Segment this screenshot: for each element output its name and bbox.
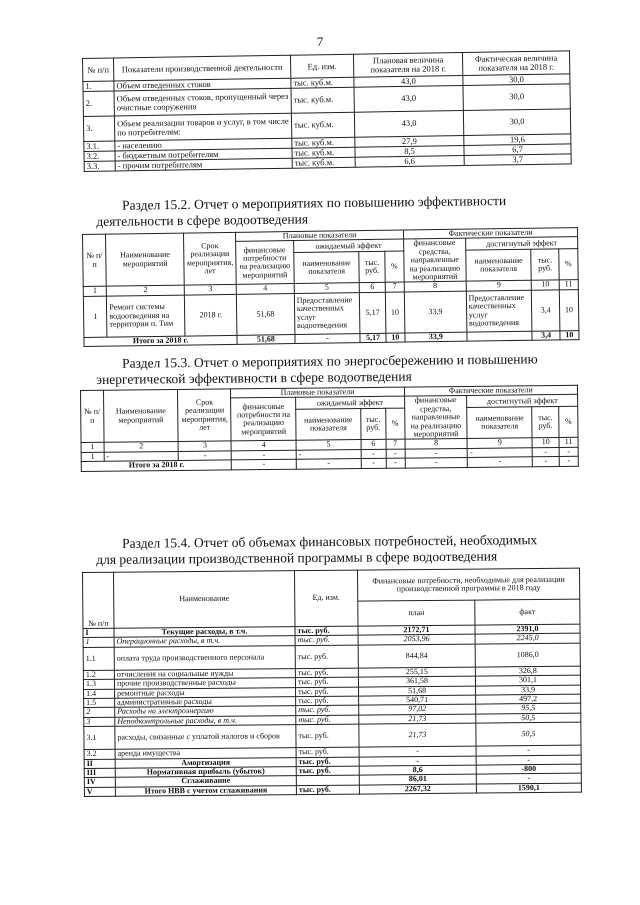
table-cell: тыс. куб.м.: [292, 147, 355, 158]
section-15-4-title: [96, 532, 576, 568]
col-header: Плановые показатели: [236, 230, 404, 242]
table-cell: тыс. куб.м.: [291, 77, 354, 88]
table-cell: 2053,96: [358, 634, 475, 644]
financial-needs-table: [82, 568, 582, 797]
table-cell: -: [232, 450, 297, 460]
efficiency-measures-table: [82, 227, 580, 347]
table-cell: -: [296, 459, 361, 469]
column-number: 11: [559, 438, 578, 448]
col-header: тыс. руб.: [361, 409, 386, 440]
col-header: Фактическая величина показателя на 2018 г.: [462, 51, 569, 76]
table-cell: 10: [385, 292, 405, 333]
col-header: тыс. руб.: [532, 407, 559, 438]
table-cell: -: [468, 448, 533, 458]
table-cell: Неподконтрольные расходы, в т.ч.: [115, 715, 296, 726]
col-header: наименование показателя: [467, 407, 532, 439]
table-cell: 2172,71: [358, 625, 475, 635]
table-cell: Предоставление качественных услуг водоотведения: [466, 290, 532, 332]
col-header: тыс. руб.: [359, 252, 385, 283]
col-header: Ед. изм.: [294, 570, 357, 627]
column-number: 9: [466, 281, 532, 291]
table-cell: 3: [84, 717, 115, 727]
col-header: № п/п: [83, 58, 114, 81]
table-cell: 3.3.: [84, 161, 115, 171]
table-cell: 33,9: [405, 332, 467, 342]
col-header: Фактические показатели: [404, 385, 577, 396]
table-body: [83, 624, 581, 796]
col-header: наименование показателя: [296, 409, 361, 441]
table-cell: 30,0: [463, 84, 570, 111]
table-cell: 51,68: [237, 334, 295, 344]
table-cell: тыс. руб.: [296, 724, 359, 748]
table-cell: тыс. руб.: [295, 635, 358, 645]
table-cell: Текущие расходы, в т.ч.: [114, 627, 295, 638]
col-header: Финансовые потребности, необходимые для реализации производственной программы в 2018 году: [357, 568, 579, 601]
section-15-3-title: [96, 351, 566, 388]
table-cell: 1086,0: [475, 643, 580, 667]
table-cell: 8,6: [359, 765, 476, 775]
total-label: Итого за 2018 г.: [81, 460, 231, 471]
table-cell: Объем реализации товаров и услуг, в том числе по потребителям:: [114, 113, 291, 141]
table-cell: -: [532, 447, 559, 457]
table-cell: прочие производственные расходы: [114, 678, 295, 689]
table-cell: - прочим потребителям: [115, 158, 292, 171]
section-title-line: Раздел 15.3. Отчет о мероприятиях по энергосбережению и повышению: [121, 351, 538, 371]
table-cell: Сглаживание: [115, 776, 296, 787]
column-number: 10: [532, 280, 559, 290]
table-cell: -: [361, 458, 386, 468]
section-15-2-title: [96, 192, 566, 230]
table-cell: 1.5: [84, 698, 115, 708]
energy-saving-measures-table: [80, 385, 579, 472]
table-cell: 6,6: [355, 155, 464, 167]
table-cell: 3,4: [532, 290, 560, 331]
table-cell: 97,02: [359, 704, 476, 714]
col-header: Наименование мероприятий: [106, 233, 185, 286]
table-cell: 10: [386, 333, 405, 343]
table-cell: Нормативная прибыль (убыток): [115, 767, 296, 778]
table-cell: тыс. руб.: [296, 715, 359, 725]
table-cell: 43,0: [354, 76, 463, 88]
column-number: 2: [107, 285, 185, 295]
table-cell: -: [295, 333, 361, 343]
col-header: № п/ п: [81, 390, 104, 443]
table-cell: [296, 775, 359, 785]
table-cell: 10: [560, 330, 579, 340]
table-cell: -: [405, 448, 468, 458]
column-number: 3: [178, 441, 231, 451]
col-header: наименование показателя: [465, 250, 531, 282]
table-cell: Ремонт системы водоотведения на территории п. Тим: [107, 295, 185, 337]
column-number: 4: [231, 441, 296, 451]
table-cell: -: [476, 745, 581, 755]
table-cell: 6,7: [464, 144, 571, 156]
table-cell: 3.2: [84, 749, 115, 759]
column-number: 11: [559, 280, 578, 290]
total-label: Итого за 2018 г.: [84, 335, 237, 347]
table-cell: 2391,0: [475, 624, 580, 634]
table-cell: 2.: [83, 91, 114, 116]
col-header: %: [385, 408, 404, 439]
col-header: финансовые потребности на реализацию мероприятий: [236, 241, 294, 285]
table-cell: 1: [83, 296, 107, 337]
section-title-line: Раздел 15.4. Отчет об объемах финансовых потребностей, необходимых: [121, 532, 538, 551]
table-cell: 255,15: [358, 667, 475, 677]
col-header: факт: [475, 599, 580, 625]
table-cell: - бюджетным потребителям: [115, 148, 292, 161]
table-header-row: [83, 568, 580, 603]
table-cell: 1.3: [83, 679, 114, 689]
column-number: 8: [405, 439, 468, 449]
table-cell: 50,5: [476, 713, 581, 723]
section-title-line: Раздел 15.2. Отчет о мероприятиях по повышению эффективности: [121, 192, 507, 213]
table-cell: 5,17: [360, 333, 385, 343]
table-cell: 1.: [83, 81, 114, 91]
col-header: тыс. руб.: [531, 249, 559, 280]
column-number: 5: [294, 283, 360, 293]
col-header: финансовые потребности на реализацию мероприятий: [231, 398, 296, 442]
table-cell: отчисления на социальные нужды: [114, 668, 295, 679]
table-cell: -: [386, 449, 405, 459]
col-header: Плановая величина показателя на 2018 г.: [353, 53, 462, 78]
column-number: 1: [83, 287, 106, 297]
table-cell: 1.4: [84, 689, 115, 699]
table-cell: 86,01: [359, 774, 476, 784]
table-cell: расходы, связанные с уплатой налогов и сборов: [115, 725, 296, 750]
table-cell: 33,9: [476, 685, 581, 695]
table-cell: тыс. куб.м.: [292, 157, 355, 168]
table-cell: -: [386, 458, 405, 468]
table-cell: 5,17: [360, 292, 386, 333]
column-number: 8: [404, 281, 466, 291]
col-header: Наименование: [114, 571, 295, 629]
table-cell: 361,58: [358, 676, 475, 686]
table-cell: ремонтные расходы: [115, 687, 296, 698]
table-cell: 497,2: [476, 694, 581, 704]
table-cell: тыс. руб.: [296, 785, 359, 795]
table-cell: [467, 331, 533, 341]
page-number: 7: [316, 34, 324, 49]
column-number: 2: [104, 442, 179, 452]
table-cell: 1590,1: [476, 783, 581, 793]
table-cell: тыс. руб.: [296, 705, 359, 715]
table-cell: Итого НВВ с учетом сглаживания: [115, 785, 296, 796]
table-cell: 3.2.: [84, 151, 115, 161]
column-number: 4: [236, 284, 294, 294]
table-cell: -800: [476, 764, 581, 774]
table-cell: -: [296, 449, 361, 459]
table-cell: тыс. руб.: [295, 677, 358, 687]
table-cell: тыс. руб.: [296, 687, 359, 697]
col-header: Срок реализации мероприятия, лет: [178, 389, 231, 442]
table-cell: тыс. куб.м.: [291, 112, 354, 138]
col-header: Ед. изм.: [290, 54, 353, 78]
col-header: финансовые средства, направленные на реализацию мероприятий: [404, 396, 467, 440]
table-cell: Расходы на электроэнергию: [115, 706, 296, 717]
table-cell: 3,7: [464, 154, 571, 166]
table-cell: Операционные расходы, в т.ч.: [114, 636, 295, 647]
table-cell: 8,5: [355, 145, 464, 157]
col-header: Наименование мероприятий: [103, 389, 178, 442]
table-cell: 844,84: [358, 644, 475, 668]
table-cell: -: [104, 451, 179, 461]
table-cell: Объем отведенных стоков, пропущенный через очистные сооружения: [114, 88, 291, 116]
table-cell: Предоставление качественных услуг водоотведения: [294, 292, 360, 334]
col-header: план: [358, 600, 475, 626]
table-cell: 2267,32: [359, 784, 476, 794]
table-cell: тыс. руб.: [296, 757, 359, 767]
table-cell: 27,9: [355, 135, 464, 147]
table-cell: 50,5: [476, 722, 581, 746]
table-cell: тыс. руб.: [296, 696, 359, 706]
table-cell: -: [232, 459, 297, 469]
col-header: № п/п: [83, 572, 114, 628]
col-header: достигнутый эффект: [467, 395, 578, 408]
col-header: Показатели производственной деятельности: [114, 55, 291, 81]
table-cell: оплата труда производственного персонала: [114, 645, 295, 670]
table-cell: IV: [84, 778, 115, 788]
table-cell: административные расходы: [115, 697, 296, 708]
col-header: финансовые средства, направленные на реализацию мероприятий: [404, 239, 466, 283]
table-body: [83, 74, 571, 171]
table-cell: тыс. куб.м.: [291, 87, 354, 113]
col-header: № п/ п: [83, 234, 107, 287]
table-cell: 30,0: [463, 74, 570, 86]
table-cell: -: [468, 457, 533, 467]
col-header: %: [385, 251, 405, 282]
table-cell: 30,0: [463, 109, 570, 136]
col-header: достигнутый эффект: [465, 237, 577, 251]
table-cell: 1: [81, 452, 104, 462]
table-cell: 51,68: [236, 293, 294, 335]
table-cell: -: [476, 755, 581, 765]
table-cell: 21,73: [359, 723, 476, 747]
table-cell: - населению: [115, 138, 292, 151]
table-cell: 21,73: [359, 714, 476, 724]
table-cell: 301,1: [475, 675, 580, 685]
table-cell: -: [361, 449, 386, 459]
table-cell: 1.2: [83, 670, 114, 680]
column-number: 6: [361, 440, 386, 450]
table-cell: 3,4: [532, 331, 559, 341]
col-header: Фактические показатели: [403, 228, 577, 240]
col-header: %: [559, 407, 578, 438]
table-cell: Объем отведенных стоков: [114, 78, 291, 91]
production-indicators-table: [82, 50, 572, 171]
table-cell: 3.: [83, 116, 114, 141]
table-cell: тыс. руб.: [295, 668, 358, 678]
table-cell: 2: [84, 708, 115, 718]
column-number: 10: [532, 438, 559, 448]
table-cell: тыс. руб.: [296, 766, 359, 776]
table-cell: 2245,0: [475, 634, 580, 644]
table-cell: -: [532, 457, 559, 467]
table-cell: V: [84, 787, 115, 797]
table-cell: 1.1: [83, 647, 114, 670]
table-cell: 95,5: [476, 703, 581, 713]
col-header: %: [558, 249, 578, 280]
section-title-line: для реализации производственной программы в сфере водоотведения: [96, 548, 498, 567]
table-cell: 3.1.: [84, 141, 115, 151]
table-cell: 540,71: [359, 695, 476, 705]
column-number: 3: [184, 285, 236, 295]
column-number: 9: [467, 438, 532, 448]
table-cell: -: [559, 447, 578, 457]
col-header: ожидаемый эффект: [296, 396, 405, 409]
section-title-line: энергетической эффективности в сфере водоотведения: [96, 368, 412, 387]
table-cell: 51,68: [359, 686, 476, 696]
col-header: наименование показателя: [294, 252, 360, 284]
table-cell: 3.1: [84, 726, 115, 749]
table-row: [83, 289, 579, 337]
table-cell: 326,8: [475, 666, 580, 676]
table-cell: -: [359, 746, 476, 756]
table-cell: 43,0: [354, 110, 463, 137]
column-number: 6: [360, 283, 385, 293]
col-header: Срок реализации мероприятия, лет: [184, 232, 237, 285]
column-number: 5: [296, 440, 361, 450]
table-cell: тыс. руб.: [295, 645, 358, 669]
table-cell: 2018 г.: [185, 294, 237, 336]
table-cell: II: [84, 759, 115, 769]
column-number: 7: [385, 282, 404, 292]
table-cell: -: [559, 456, 578, 466]
table-cell: тыс. руб.: [296, 747, 359, 757]
table-cell: 43,0: [354, 85, 463, 112]
table-cell: III: [84, 768, 115, 778]
col-header: ожидаемый эффект: [293, 239, 403, 252]
table-cell: -: [359, 756, 476, 766]
table-cell: I: [83, 628, 114, 638]
table-cell: -: [476, 773, 581, 783]
section-title-line: деятельности в сфере водоотведения: [96, 211, 309, 229]
table-cell: 10: [559, 289, 579, 330]
table-cell: 19,6: [464, 134, 571, 146]
table-cell: тыс. куб.м.: [292, 137, 355, 148]
table-cell: 33,9: [404, 291, 466, 333]
table-cell: 1: [83, 638, 114, 648]
col-header: Плановые показатели: [231, 387, 404, 398]
table-cell: Амортизация: [115, 757, 296, 768]
table-cell: -: [405, 458, 468, 468]
table-cell: аренда имущества: [115, 748, 296, 759]
table-cell: тыс. руб.: [295, 626, 358, 636]
table-cell: -: [179, 451, 232, 461]
column-number: 1: [81, 443, 104, 453]
column-number: 7: [386, 439, 405, 449]
